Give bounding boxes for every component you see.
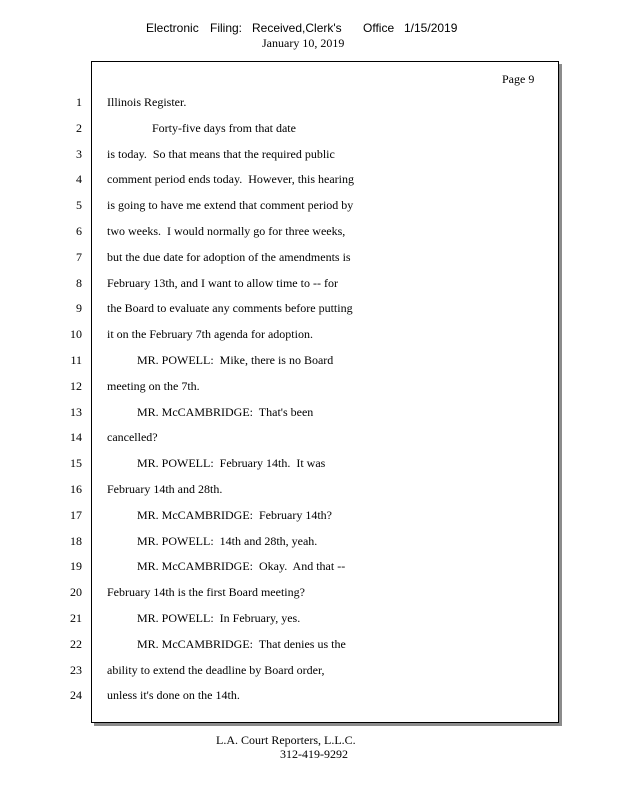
- line-number: 2: [76, 121, 82, 135]
- transcript-line: Illinois Register.: [107, 95, 187, 109]
- line-number: 24: [70, 688, 82, 702]
- transcript-line: MR. McCAMBRIDGE: That's been: [107, 405, 314, 419]
- stamp-received: Received,Clerk's: [252, 21, 342, 35]
- transcript-line: but the due date for adoption of the amendments is: [107, 250, 351, 264]
- stamp-electronic: Electronic: [146, 21, 199, 35]
- transcript-line: February 14th is the first Board meeting?: [107, 585, 305, 599]
- transcript-line: MR. POWELL: 14th and 28th, yeah.: [107, 534, 318, 548]
- transcript-line: comment period ends today. However, this hearing: [107, 172, 355, 186]
- line-number: 10: [70, 327, 82, 341]
- transcript-line: two weeks. I would normally go for three weeks,: [107, 224, 346, 238]
- filing-stamp: [146, 21, 457, 35]
- reporter-company: L.A. Court Reporters, L.L.C.: [216, 733, 356, 747]
- stamp-filing: Filing:: [210, 21, 243, 35]
- transcript-line: cancelled?: [107, 430, 158, 444]
- line-number: 22: [70, 637, 82, 651]
- line-number: 12: [70, 379, 82, 393]
- transcript-line: it on the February 7th agenda for adoption.: [107, 327, 313, 341]
- transcript-line: MR. POWELL: Mike, there is no Board: [107, 353, 334, 367]
- line-number: 19: [70, 559, 82, 573]
- stamp-office: Office: [363, 21, 395, 35]
- transcript-line: meeting on the 7th.: [107, 379, 200, 393]
- line-number: 17: [70, 508, 82, 522]
- transcript-line: MR. POWELL: In February, yes.: [107, 611, 301, 625]
- reporter-phone: 312-419-9292: [280, 747, 348, 761]
- line-number: 6: [76, 224, 82, 238]
- transcript-line: is today. So that means that the required public: [107, 147, 335, 161]
- page-number: Page 9: [502, 72, 535, 86]
- transcript-line: MR. POWELL: February 14th. It was: [107, 456, 326, 470]
- line-number: 1: [76, 95, 82, 109]
- transcript-line: ability to extend the deadline by Board order,: [107, 663, 325, 677]
- transcript-line: MR. McCAMBRIDGE: Okay. And that --: [107, 559, 346, 573]
- line-number: 8: [76, 276, 82, 290]
- line-number: 15: [70, 456, 82, 470]
- transcript-line: MR. McCAMBRIDGE: That denies us the: [107, 637, 346, 651]
- transcript-line: February 14th and 28th.: [107, 482, 223, 496]
- line-number: 16: [70, 482, 82, 496]
- line-number: 3: [76, 147, 82, 161]
- line-number: 14: [70, 430, 82, 444]
- transcript-line: Forty-five days from that date: [107, 121, 296, 135]
- line-number: 11: [70, 353, 82, 367]
- transcript-line: the Board to evaluate any comments before putting: [107, 301, 353, 315]
- line-number: 7: [76, 250, 82, 264]
- line-number: 9: [76, 301, 82, 315]
- stamp-date: 1/15/2019: [404, 21, 458, 35]
- transcript-line: MR. McCAMBRIDGE: February 14th?: [107, 508, 332, 522]
- transcript-line: February 13th, and I want to allow time to -- for: [107, 276, 338, 290]
- line-number: 21: [70, 611, 82, 625]
- line-number: 5: [76, 198, 82, 212]
- line-number: 23: [70, 663, 82, 677]
- hearing-date: January 10, 2019: [262, 36, 345, 50]
- transcript-line: unless it's done on the 14th.: [107, 688, 240, 702]
- line-number: 20: [70, 585, 82, 599]
- line-number: 4: [76, 172, 82, 186]
- transcript-line: is going to have me extend that comment period by: [107, 198, 354, 212]
- line-number: 18: [70, 534, 82, 548]
- line-number: 13: [70, 405, 82, 419]
